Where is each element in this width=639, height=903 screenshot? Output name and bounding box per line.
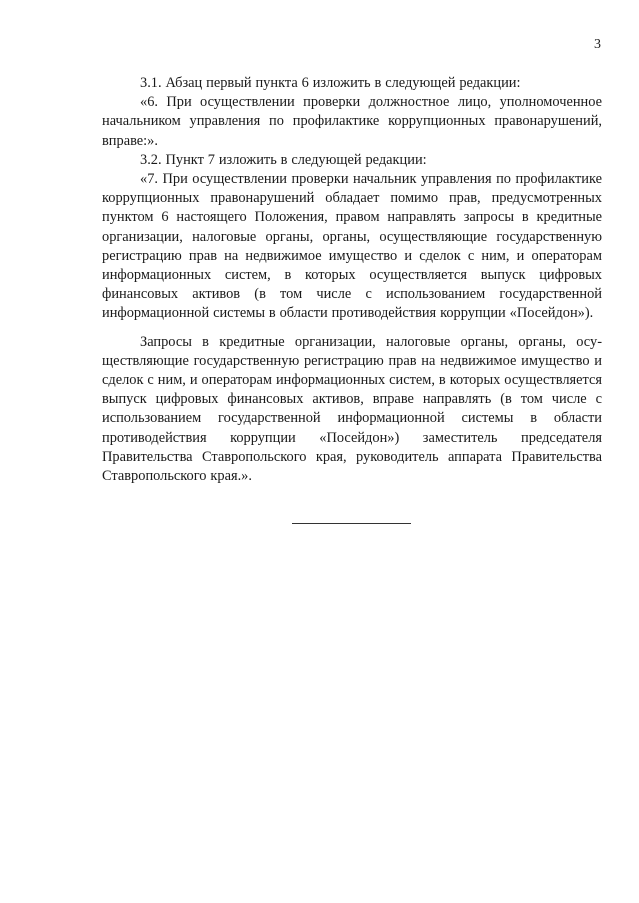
closing-divider-line xyxy=(292,523,411,524)
paragraph-quote-7: «7. При осуществлении проверки начальник управления по профилактике коррупционных правонарушений обладает помимо прав, предусмотренных пунктом 6 настоящего Положения, правом направлять запросы в кредитные организации, налоговые органы, органы, осуществляющие государственную регистрацию прав на недвижимое имущество и сделок с ним, и операторам информационных систем, в которых осуществляется выпуск цифровых финансовых активов (в том числе с использованием государственной информационной системы в области противодействия коррупции «Посейдон»). xyxy=(102,171,602,322)
paragraph-quote-6: «6. При осуществлении проверки должностное лицо, уполномоченное начальником управления по профилактике коррупционных правонарушений, вправе:». xyxy=(102,94,602,149)
paragraph-spacer xyxy=(102,324,602,333)
paragraph-requests: Запросы в кредитные организации, налоговые органы, органы, осуществляющие государственную регистрацию прав на недвижимое имущество и сделок с ним, и операторам информационных систем, в которых осуществляется выпуск цифровых финансовых активов, вправе направлять (в том числе с использованием государственной информационной системы в области противодействия коррупции «Посейдон») заместитель председателя Правительства Ставропольского края, руководитель аппарата Правительства Ставропольского края.». xyxy=(102,333,602,485)
page-number: 3 xyxy=(594,37,601,52)
paragraph-3-1: 3.1. Абзац первый пункта 6 изложить в следующей редакции: xyxy=(140,75,521,91)
paragraph-3-2: 3.2. Пункт 7 изложить в следующей редакции: xyxy=(140,151,427,168)
document-body xyxy=(102,74,602,486)
